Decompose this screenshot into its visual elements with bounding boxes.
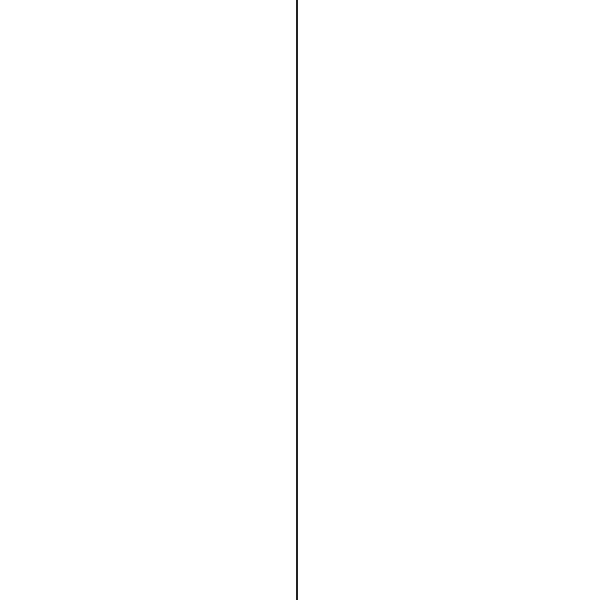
column-divider [296,0,298,600]
